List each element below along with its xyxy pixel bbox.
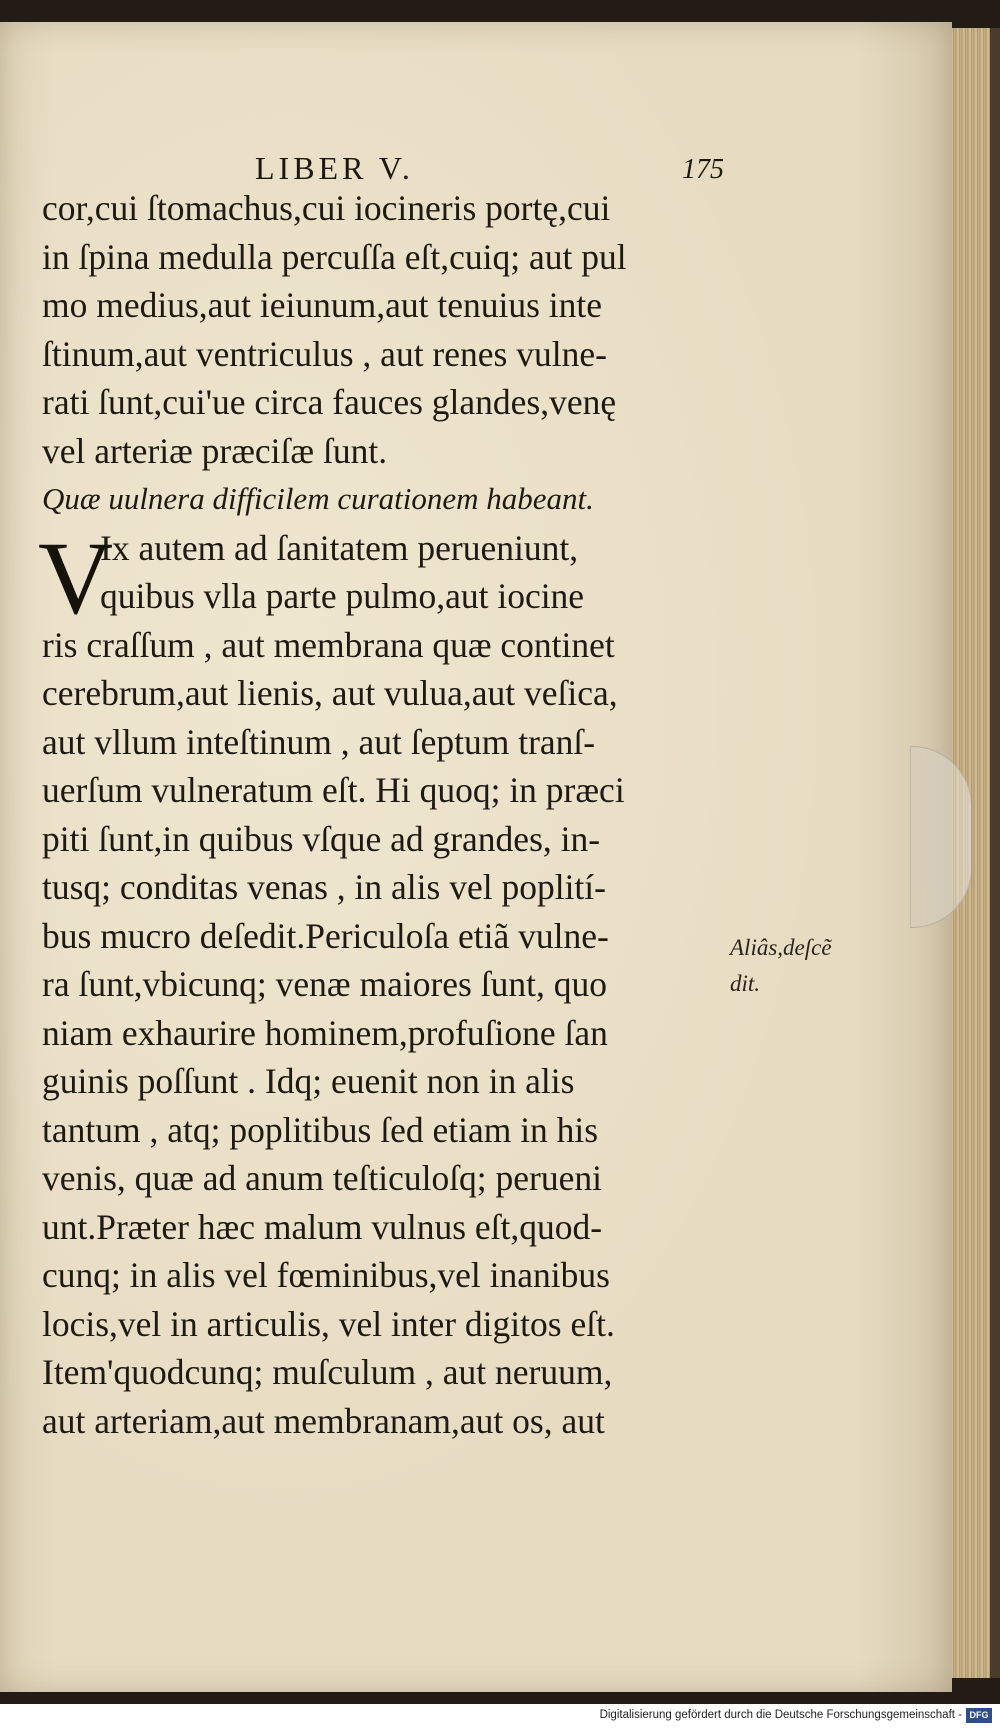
text-line: niam exhaurire hominem,profuſione ſan [42, 1012, 608, 1053]
text-line: ſtinum,aut ventriculus , aut renes vulne- [42, 333, 607, 374]
text-line: cunq; in alis vel fœminibus,vel inanibus [42, 1255, 610, 1295]
text-line: tantum , atq; poplitibus ſed etiam in his [42, 1109, 599, 1150]
text-line: uerſum vulneratum eſt. Hi quoq; in præci [42, 770, 625, 810]
text-line: aut arteriam,aut membranam,aut os, aut [42, 1400, 605, 1441]
text-line: locis,vel in articulis, vel inter digitos eſt. [42, 1303, 615, 1344]
page-number: 175 [682, 154, 724, 185]
footer-bar [0, 1704, 1000, 1729]
text-line: vel arteriæ præciſæ ſunt. [42, 430, 388, 471]
text-line: unt.Præter hæc malum vulnus eſt,quod- [42, 1206, 603, 1247]
section-heading: Quæ uulnera difficilem curationem habeant. [42, 481, 594, 516]
footer-credit: Digitalisierung gefördert durch die Deutsche Forschungsgemeinschaft - [599, 1709, 962, 1721]
text-line: cor,cui ſtomachus,cui iocineris portę,cui [42, 188, 611, 228]
text-line: bus mucro deſedit.Periculoſa etiã vulne- [42, 915, 609, 956]
dfg-logo-icon: DFG [966, 1708, 992, 1723]
text-line: venis, quæ ad anum teſticuloſq; perueni [42, 1158, 602, 1198]
marginal-note-line: Aliâs,deſcẽ [730, 935, 832, 960]
marginal-note-line: dit. [730, 971, 761, 996]
text-line: Ix autem ad ſanitatem perueniunt, [100, 527, 579, 568]
text-line: mo medius,aut ieiunum,aut tenuius inte [42, 285, 603, 325]
text-line: guinis poſſunt . Idq; euenit non in alis [42, 1061, 575, 1101]
text-line: piti ſunt,in quibus vſque ad grandes, in- [42, 818, 601, 859]
dropcap-paragraph-start [38, 520, 732, 636]
text-line: aut vllum inteſtinum , aut ſeptum tranſ- [42, 721, 596, 762]
dropcap-initial: V [38, 520, 114, 636]
text-line: quibus vlla parte pulmo,aut iocine [100, 576, 585, 616]
text-line: ris craſſum , aut membrana quæ continet [42, 624, 615, 665]
text-line: Item'quodcunq; muſculum , aut neruum, [42, 1352, 613, 1392]
text-line: ra ſunt,vbicunq; venæ maiores ſunt, quo [42, 964, 607, 1004]
marginal-note [730, 930, 880, 1002]
body-text [38, 184, 732, 1445]
text-line: cerebrum,aut lienis, aut vulua,aut veſica, [42, 673, 618, 713]
text-line: rati ſunt,cui'ue circa fauces glandes,venę [42, 382, 617, 422]
book-page [0, 22, 952, 1692]
text-line: in ſpina medulla percuſſa eſt,cuiq; aut pul [42, 236, 627, 277]
running-title: LIBER V. [255, 150, 414, 186]
book-edge-shadow [990, 28, 1000, 1678]
text-line: tusq; conditas venas , in alis vel poplití- [42, 867, 606, 907]
